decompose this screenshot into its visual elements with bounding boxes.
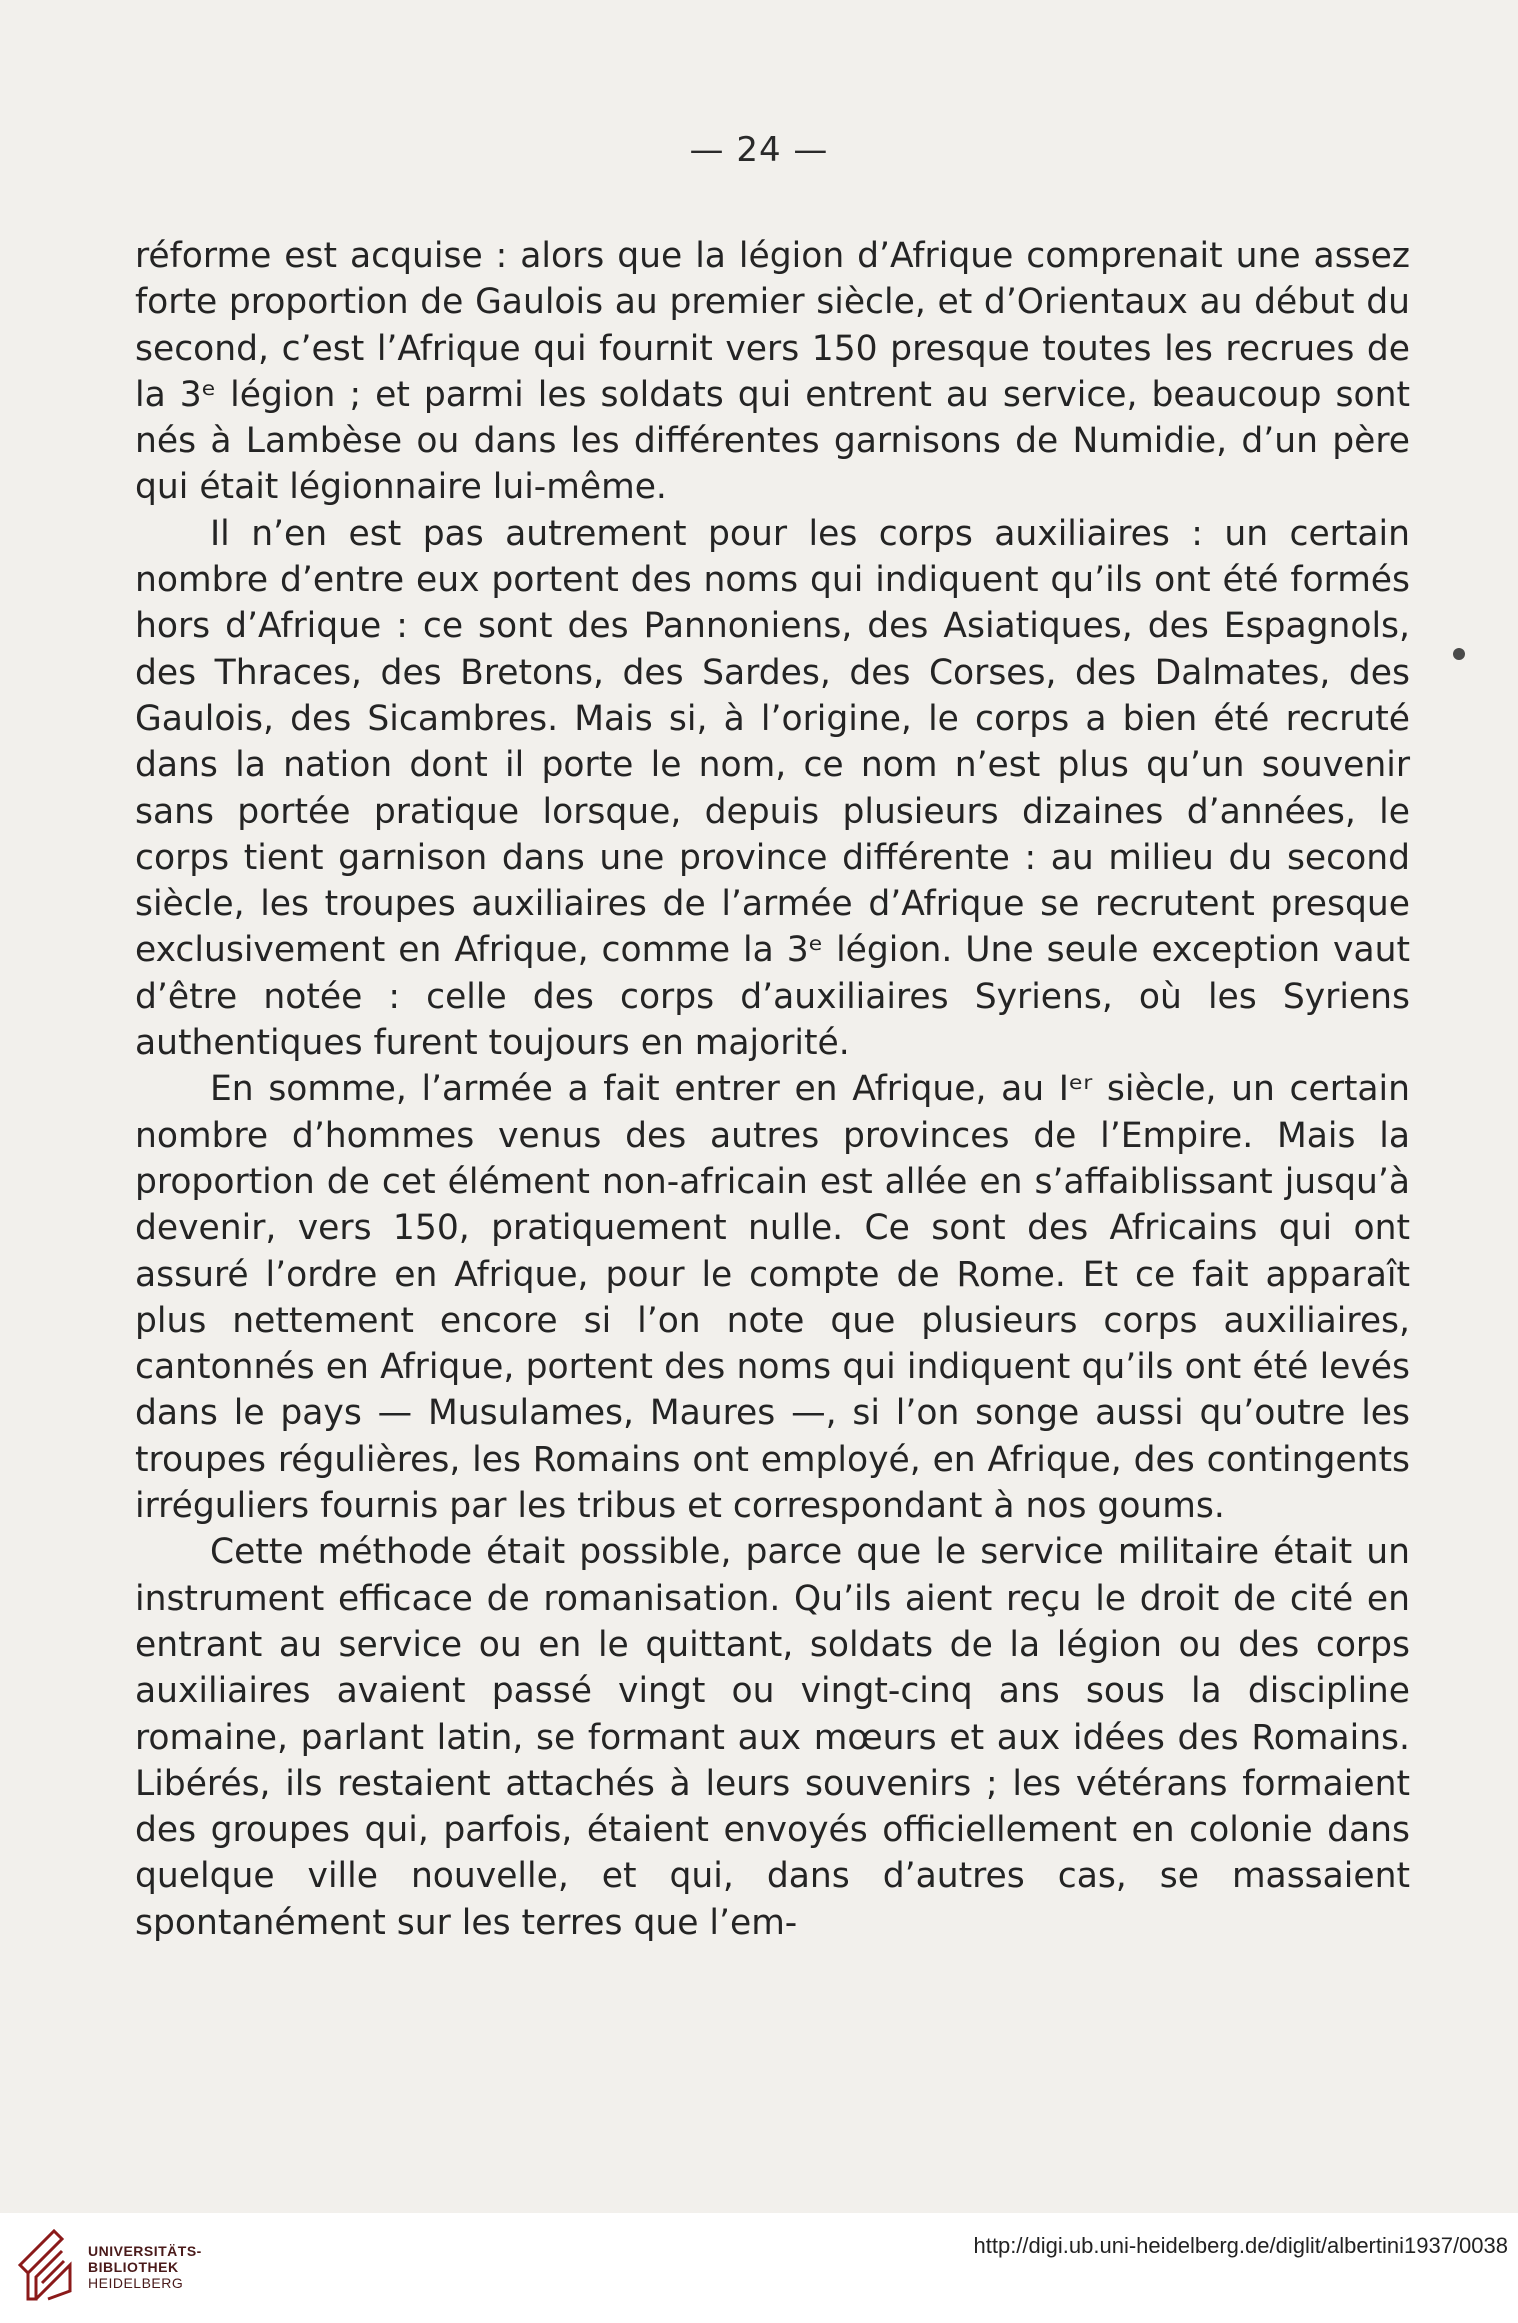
body-text bbox=[135, 233, 1410, 1946]
source-url-link[interactable]: http://digi.ub.uni-heidelberg.de/diglit/albertini1937/0038 bbox=[973, 2233, 1508, 2258]
footer-bar bbox=[0, 2213, 1518, 2323]
page-number: — 24 — bbox=[689, 130, 829, 170]
library-line-1: UNIVERSITÄTS- bbox=[88, 2243, 202, 2259]
library-line-2: BIBLIOTHEK bbox=[88, 2259, 179, 2275]
paragraph-3: En somme, l’armée a fait entrer en Afrique, au Iᵉʳ siècle, un certain nombre d’hommes venus des autres provinces de l’Empire. Mais la proportion de cet élément non-africain est allée en s’affaiblissant jusqu’à devenir, vers 150, pratiquement nulle. Ce sont des Africains qui ont assuré l’ordre en Afrique, pour le compte de Rome. Et ce fait apparaît plus nettement encore si l’on note que plusieurs corps auxiliaires, cantonnés en Afrique, portent des noms qui indiquent qu’ils ont été levés dans le pays — Musulames, Maures —, si l’on songe aussi qu’outre les troupes régulières, les Romains ont employé, en Afrique, des contingents irréguliers fournis par les tribus et correspondant à nos goums. bbox=[135, 1069, 1410, 1527]
paragraph-4: Cette méthode était possible, parce que le service militaire était un instrument efficace de romanisation. Qu’ils aient reçu le droit de cité en entrant au service ou en le quittant, soldats de la légion ou des corps auxiliaires avaient passé vingt ou vingt-cinq ans sous la discipline romaine, parlant latin, se formant aux mœurs et aux idées des Romains. Libérés, ils restaient attachés à leurs souvenirs ; les vétérans formaient des groupes qui, parfois, étaient envoyés officiellement en colonie dans quelque ville nouvelle, et qui, dans d’autres cas, se massaient spontanément sur les terres que l’em- bbox=[135, 1532, 1410, 1943]
library-name bbox=[88, 2243, 202, 2291]
university-library-logo-icon bbox=[14, 2225, 76, 2305]
library-line-3: HEIDELBERG bbox=[88, 2275, 184, 2291]
paragraph-1: réforme est acquise : alors que la légion d’Afrique comprenait une assez forte proportion de Gaulois au premier siècle, et d’Orientaux au début du second, c’est l’Afrique qui fournit vers 150 presque toutes les recrues de la 3ᵉ légion ; et parmi les soldats qui entrent au service, beaucoup sont nés à Lambèse ou dans les différentes garnisons de Numidie, d’un père qui était légionnaire lui-même. bbox=[135, 236, 1410, 508]
margin-mark bbox=[1453, 648, 1465, 660]
paragraph-2: Il n’en est pas autrement pour les corps auxiliaires : un certain nombre d’entre eux portent des noms qui indiquent qu’ils ont été formés hors d’Afrique : ce sont des Pannoniens, des Asiatiques, des Espagnols, des Thraces, des Bretons, des Sardes, des Corses, des Dalmates, des Gaulois, des Sicambres. Mais si, à l’origine, le corps a bien été recruté dans la nation dont il porte le nom, ce nom n’est plus qu’un souvenir sans portée pratique lorsque, depuis plusieurs dizaines d’années, le corps tient garnison dans une province différente : au milieu du second siècle, les troupes auxiliaires de l’armée d’Afrique se recrutent presque exclusivement en Afrique, comme la 3ᵉ légion. Une seule exception vaut d’être notée : celle des corps d’auxiliaires Syriens, où les Syriens authentiques furent toujours en majorité. bbox=[135, 513, 1410, 1064]
